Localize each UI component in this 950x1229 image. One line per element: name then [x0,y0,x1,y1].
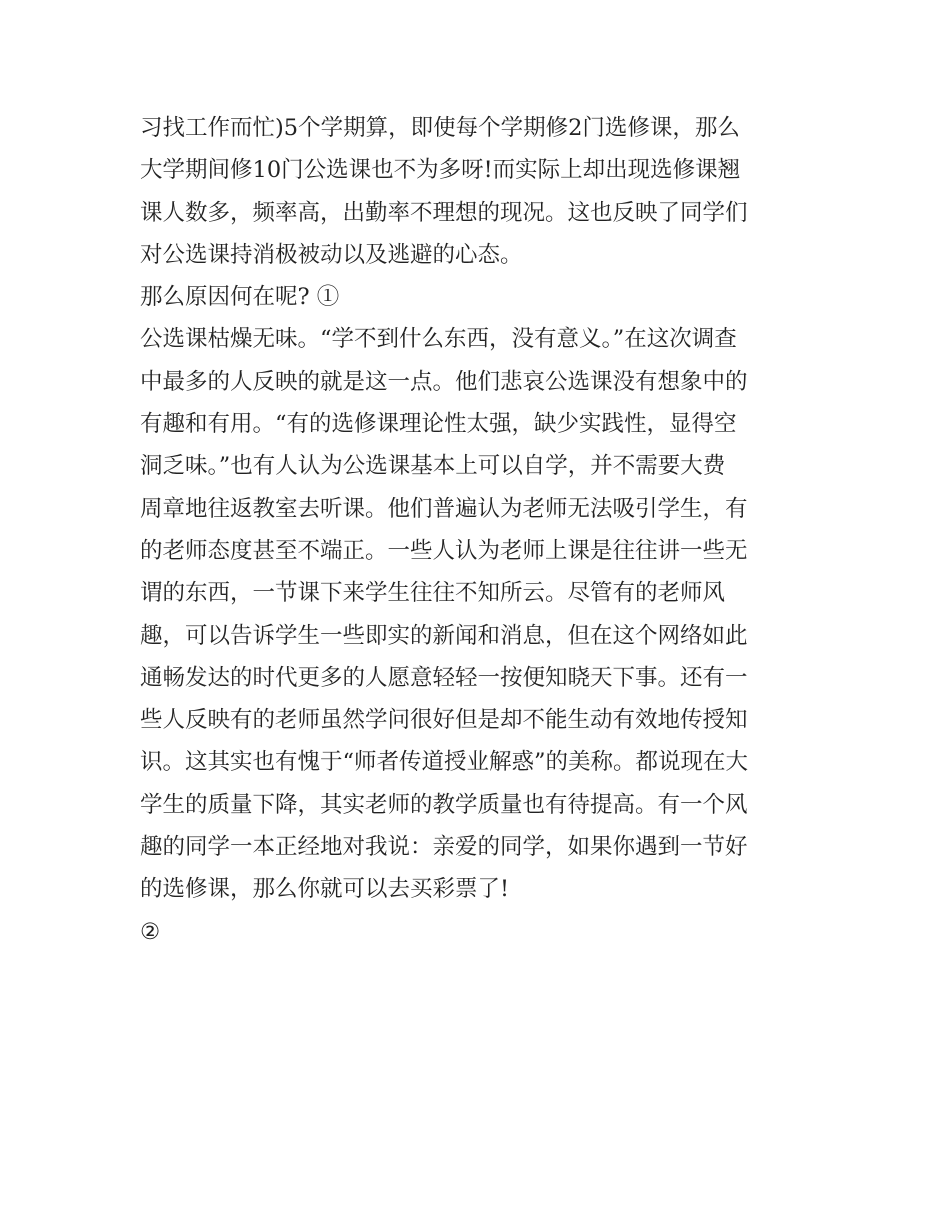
text-line: 通畅发达的时代更多的人愿意轻轻一按便知晓天下事。还有一 [140,664,748,691]
text-line: 中最多的人反映的就是这一点。他们悲哀公选课没有想象中的 [140,368,748,395]
text-line: 有趣和有用。“有的选修课理论性太强，缺少实践性，显得空 [140,411,737,438]
text-line: 趣的同学一本正经地对我说：亲爱的同学，如果你遇到一节好 [140,834,748,861]
text-line: 习找工作而忙)5个学期算，即使每个学期修2门选修课，那么 [140,115,740,141]
text-line: 洞乏味。”也有人认为公选课基本上可以自学，并不需要大费 [140,453,726,480]
text-line: 大学期间修10门公选课也不为多呀!而实际上却出现选修课翘 [140,157,741,184]
text-line: 的老师态度甚至不端正。一些人认为老师上课是往往讲一些无 [140,537,748,564]
text-line: 谓的东西，一节课下来学生往往不知所云。尽管有的老师风 [140,580,726,607]
text-line: 课人数多，频率高，出勤率不理想的现况。这也反映了同学们 [140,199,748,226]
text-line: 些人反映有的老师虽然学问很好但是却不能生动有效地传授知 [140,707,748,734]
text-line: 的选修课，那么你就可以去买彩票了! [140,876,510,903]
text-line: 识。这其实也有愧于“师者传道授业解惑”的美称。都说现在大 [140,749,749,776]
body-text [140,107,820,953]
text-line: 学生的质量下降，其实老师的教学质量也有待提高。有一个风 [140,791,748,818]
text-line: ② [140,918,161,945]
text-line: 那么原因何在呢? ① [140,284,340,311]
text-line: 对公选课持消极被动以及逃避的心态。 [140,241,523,268]
text-line: 趣，可以告诉学生一些即实的新闻和消息，但在这个网络如此 [140,622,748,649]
text-line: 公选课枯燥无味。“学不到什么东西，没有意义。”在这次调查 [140,326,737,353]
text-line: 周章地往返教室去听课。他们普遍认为老师无法吸引学生，有 [140,495,748,522]
